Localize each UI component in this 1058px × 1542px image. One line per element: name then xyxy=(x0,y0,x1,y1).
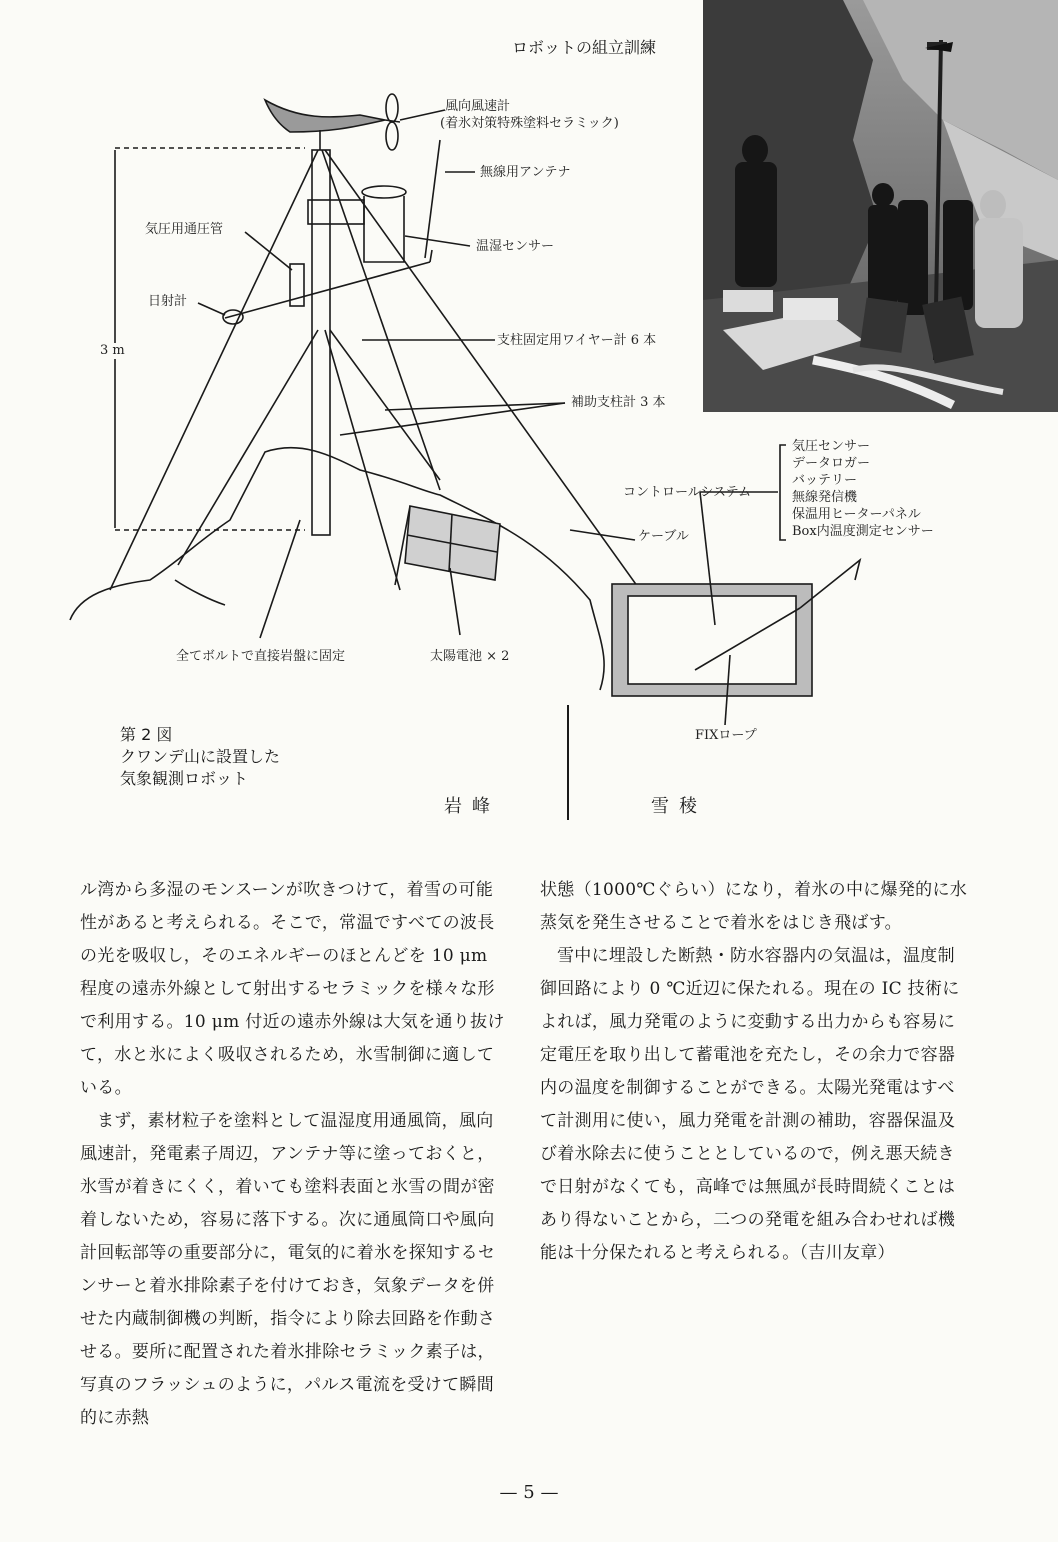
control-system-label: コントロールシステム xyxy=(623,485,752,500)
support-wire-label: 支柱固定用ワイヤー計 6 本 xyxy=(497,333,657,348)
anemometer-label: 風向風速計 xyxy=(445,99,511,114)
antenna-label: 無線用アンテナ xyxy=(480,165,571,180)
aux-pole-label: 補助支柱計 3 本 xyxy=(571,395,666,410)
control-component-item: 無線発信機 xyxy=(792,490,858,505)
pyranometer-label: 日射計 xyxy=(148,294,188,309)
control-component-item: Box内温度測定センサー xyxy=(792,524,934,539)
region-snow-label: 雪稜 xyxy=(651,796,707,817)
fix-rope-label: FIXロープ xyxy=(695,728,757,743)
bolt-fix-label: 全てボルトで直接岩盤に固定 xyxy=(176,649,346,664)
region-rock-label: 岩峰 xyxy=(444,796,500,817)
solar-cell-label: 太陽電池 × 2 xyxy=(430,649,510,664)
body-column-right xyxy=(540,874,970,1270)
page-number: — 5 — xyxy=(499,1482,559,1503)
photo-caption: ロボットの組立訓練 xyxy=(512,38,657,57)
pressure-tube-label: 気圧用通圧管 xyxy=(145,222,224,237)
height-label: 3 m xyxy=(100,343,125,358)
figure-number: 第 2 図 xyxy=(120,725,173,744)
body-column-left xyxy=(80,874,510,1435)
control-component-item: 保温用ヒーターパネル xyxy=(792,507,921,522)
figure-title-line-2: 気象観測ロボット xyxy=(120,769,249,788)
body-paragraph: 状態（1000℃ぐらい）になり，着氷の中に爆発的に水蒸気を発生させることで着氷をはじき飛ばす。 xyxy=(540,880,968,933)
control-component-item: データロガー xyxy=(792,456,871,471)
temp-humidity-sensor-label: 温湿センサー xyxy=(476,239,555,254)
body-paragraph: 雪中に埋設した断熱・防水容器内の気温は，温度制御回路により 0 ℃近辺に保たれる。現在の IC 技術によれば，風力発電のように変動する出力からも容易に定電圧を取り出して蓄電池を充たし，その余力で容器内の温度を制御することができる。太陽光発電はすべて計測用に使い，風力発電を計測の補助，容器保温及び着氷除去に使うこととしているので，例え悪天続きで日射がなくても，高峰では無風が長時間続くことはあり得ないことから，二つの発電を組み合わせれば機能は十分保たれると考えられる。（吉川友章） xyxy=(540,946,960,1263)
body-paragraph: まず，素材粒子を塗料として温湿度用通風筒，風向風速計，発電素子周辺，アンテナ等に塗っておくと，氷雪が着きにくく，着いても塗料表面と氷雪の間が密着しないため，容易に落下する。次に通風筒口や風向計回転部等の重要部分に，電気的に着氷を探知するセンサーと着氷排除素子を付けておき，気象データを併せた内蔵制御機の判断，指令により除去回路を作動させる。要所に配置された着氷排除セラミック素子は，写真のフラッシュのように，パルス電流を受けて瞬間的に赤熱 xyxy=(80,1111,496,1428)
figure-title-line-1: クワンデ山に設置した xyxy=(120,747,281,766)
figure-caption xyxy=(120,724,280,790)
control-component-item: 気圧センサー xyxy=(792,439,871,454)
anemometer-note-label: (着氷対策特殊塗料セラミック) xyxy=(440,116,619,131)
body-paragraph: ル湾から多湿のモンスーンが吹きつけて，着雪の可能性があると考えられる。そこで，常温ですべての波長の光を吸収し，そのエネルギーのほとんどを 10 μm 程度の遠赤外線として射出するセラミックを様々な形で利用する。10 μm 付近の遠赤外線は大気を通り抜けて，水と氷によく吸収されるため，氷雪制御に適している。 xyxy=(80,880,505,1098)
cable-label: ケーブル xyxy=(638,529,689,544)
control-component-item: バッテリー xyxy=(792,473,858,488)
